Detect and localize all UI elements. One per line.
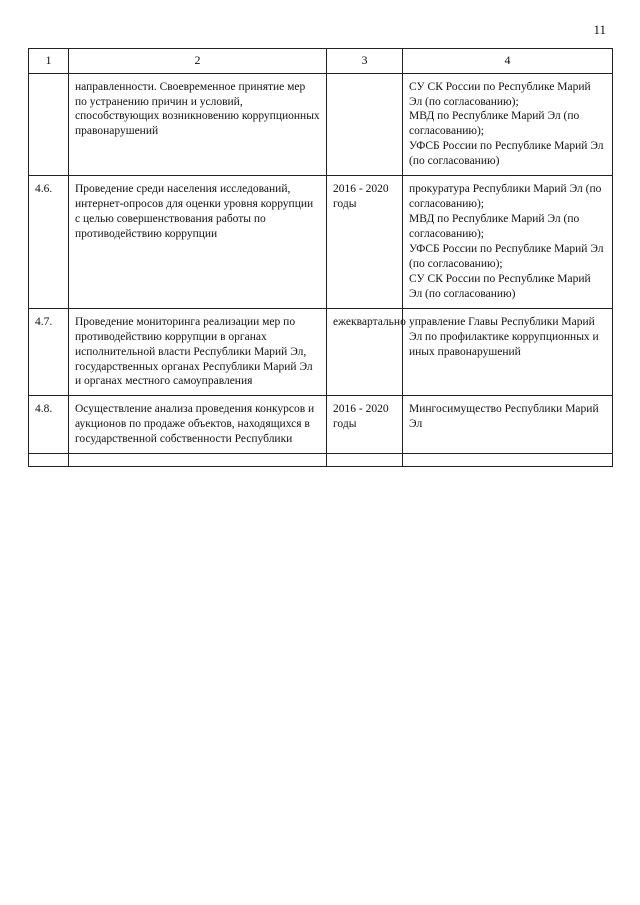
row-action bbox=[69, 454, 327, 467]
row-term: 2016 - 2020 годы bbox=[327, 176, 403, 309]
row-executors: СУ СК России по Республике Марий Эл (по согласованию); МВД по Республике Марий Эл (по согласованию); УФСБ России по Республике Марий Эл (по согласованию) bbox=[403, 73, 613, 176]
header-col-3: 3 bbox=[327, 49, 403, 74]
row-action: Проведение среди населения исследований, интернет-опросов для оценки уровня коррупции с целью совершенствования работы по противодействию коррупции bbox=[69, 176, 327, 309]
row-number bbox=[29, 454, 69, 467]
table-row bbox=[29, 176, 613, 309]
row-action: Осуществление анализа проведения конкурсов и аукционов по продаже объектов, находящихся в государственной собственности Республики bbox=[69, 396, 327, 454]
header-col-2: 2 bbox=[69, 49, 327, 74]
row-term bbox=[327, 454, 403, 467]
row-number: 4.8. bbox=[29, 396, 69, 454]
row-executors: управление Главы Республики Марий Эл по профилактике коррупционных и иных правонарушений bbox=[403, 308, 613, 396]
row-term: 2016 - 2020 годы bbox=[327, 396, 403, 454]
row-executors bbox=[403, 454, 613, 467]
row-executors: прокуратура Республики Марий Эл (по согласованию); МВД по Республике Марий Эл (по согласованию); УФСБ России по Республике Марий Эл (по согласованию); СУ СК России по Республике Марий Эл (по согласованию) bbox=[403, 176, 613, 309]
table-row bbox=[29, 396, 613, 454]
row-number: 4.7. bbox=[29, 308, 69, 396]
header-col-4: 4 bbox=[403, 49, 613, 74]
header-col-1: 1 bbox=[29, 49, 69, 74]
row-number bbox=[29, 73, 69, 176]
row-term bbox=[327, 73, 403, 176]
table-row bbox=[29, 308, 613, 396]
row-executors: Мингосимущество Республики Марий Эл bbox=[403, 396, 613, 454]
measures-table bbox=[28, 48, 613, 467]
row-term: ежеквартально bbox=[327, 308, 403, 396]
page-number: 11 bbox=[593, 22, 606, 37]
row-number: 4.6. bbox=[29, 176, 69, 309]
table-row bbox=[29, 454, 613, 467]
row-action: направленности. Своевременное принятие мер по устранению причин и условий, способствующих возникновению коррупционных правонарушений bbox=[69, 73, 327, 176]
header-row bbox=[29, 49, 613, 74]
table-row bbox=[29, 73, 613, 176]
row-action: Проведение мониторинга реализации мер по противодействию коррупции в органах исполнительной власти Республики Марий Эл, государственных органах Республики Марий Эл и органах местного самоуправления bbox=[69, 308, 327, 396]
